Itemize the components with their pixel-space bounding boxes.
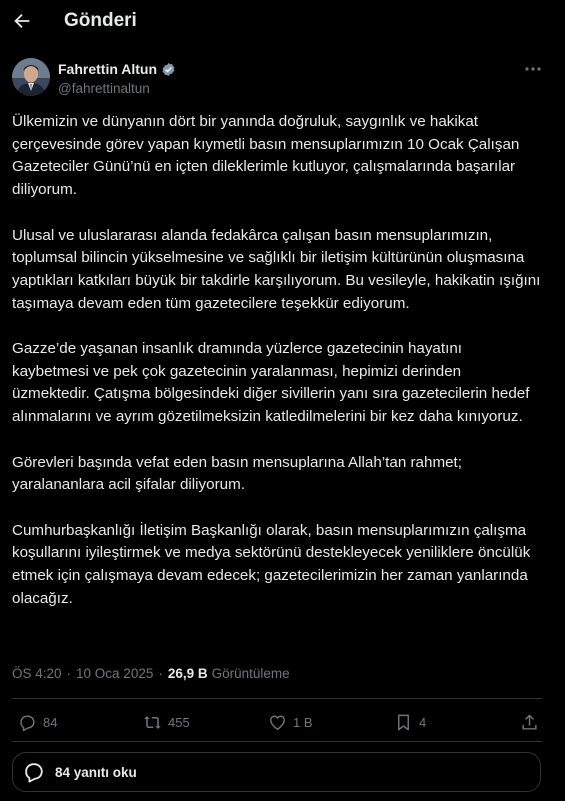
- separator-dot: ·: [66, 666, 72, 681]
- post-metadata: [12, 666, 290, 681]
- back-arrow-icon[interactable]: [11, 10, 33, 32]
- post-date[interactable]: 10 Oca 2025: [76, 666, 154, 681]
- top-bar: [0, 0, 565, 44]
- separator-dot: ·: [158, 666, 163, 681]
- read-replies-button[interactable]: [12, 752, 541, 792]
- views-count: 26,9 B: [167, 666, 208, 681]
- repost-button[interactable]: [143, 708, 190, 736]
- post-paragraph: Ulusal ve uluslararası alanda fedakârca çalışan basın mensuplarımızın, toplumsal bilincin yükselmesine ve sağlıklı bir iletişim kültürünün oluşmasına yaptıkları katkıları büyük bir takdirle karşılıyorum. Bu vesileyle, hakikatin ışığını taşımaya devam eden tüm gazetecilere teşekkür ediyorum.: [12, 226, 541, 312]
- post-text: [12, 111, 542, 633]
- repost-icon: [143, 713, 162, 732]
- action-bar: [0, 708, 565, 736]
- bookmark-count: 4: [419, 714, 427, 730]
- divider: [12, 741, 542, 742]
- reply-icon: [18, 713, 37, 732]
- author-name-row[interactable]: [58, 61, 176, 77]
- reply-button[interactable]: [18, 708, 57, 736]
- post-paragraph: Ülkemizin ve dünyanın dört bir yanında doğruluk, saygınlık ve hakikat çerçevesinde görev yapan kıymetli basın mensuplarımızın 10 Ocak Çalışan Gazeteciler Günü’nü en içten dileklerimle kutluyor, çalışmalarında başarılar diliyorum.: [12, 113, 520, 199]
- share-icon: [520, 713, 539, 732]
- views-label: Görüntüleme: [211, 666, 290, 681]
- read-replies-label: 84 yanıtı oku: [55, 764, 137, 780]
- divider: [12, 698, 542, 699]
- avatar[interactable]: [12, 58, 50, 96]
- verified-badge-icon[interactable]: [161, 62, 176, 77]
- author-handle[interactable]: @fahrettinaltun: [58, 81, 150, 96]
- bookmark-button[interactable]: [394, 708, 426, 736]
- reply-icon: [23, 761, 45, 783]
- repost-count: 455: [168, 714, 190, 730]
- post-paragraph: Cumhurbaşkanlığı İletişim Başkanlığı olarak, basın mensuplarımızın çalışma koşullarını iyileştirmek ve medya sektörünü destekleyecek yeniliklere öncülük etmek için çalışmaya devam edecek; gazetecilerimizin her zaman yanlarında olacağız.: [12, 521, 531, 607]
- post-paragraph: Gazze’de yaşanan insanlık dramında yüzlerce gazetecinin hayatını kaybetmesi ve pek çok gazetecinin yaralanması, hepimizi derinden üzmektedir. Çatışma bölgesindeki diğer sivillerin yanı sıra gazetecilerin hedef alınmalarını ve ayrım gözetilmeksizin katledilmelerini bir kez daha kınıyoruz.: [12, 340, 530, 426]
- like-button[interactable]: [268, 708, 313, 736]
- like-count: 1 B: [293, 714, 313, 730]
- page-title: Gönderi: [64, 10, 137, 31]
- bookmark-icon: [394, 713, 413, 732]
- post-time[interactable]: ÖS 4:20: [12, 666, 62, 681]
- post-paragraph: Görevleri başında vefat eden basın mensuplarına Allah’tan rahmet; yaralananlara acil şifalar diliyorum.: [12, 453, 462, 494]
- heart-icon: [268, 713, 287, 732]
- more-options-icon[interactable]: [524, 62, 542, 76]
- share-button[interactable]: [520, 708, 539, 736]
- reply-count: 84: [43, 714, 58, 730]
- author-name[interactable]: Fahrettin Altun: [58, 61, 158, 77]
